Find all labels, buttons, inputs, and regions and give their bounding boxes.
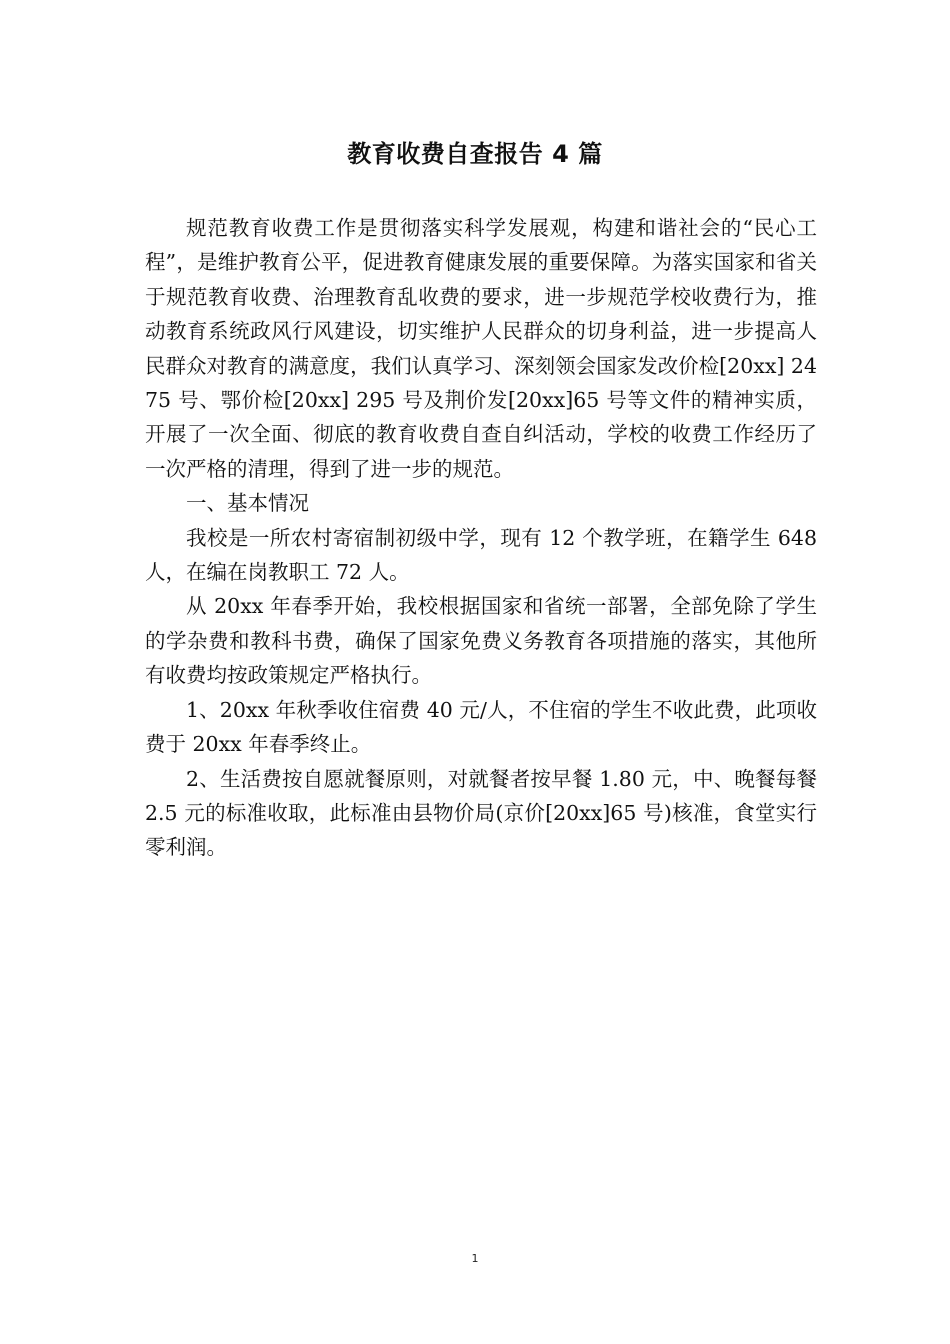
paragraph-school-overview: 我校是一所农村寄宿制初级中学，现有 12 个教学班，在籍学生 648 人，在编在岗教职工 72 人。 xyxy=(145,525,817,585)
document-body xyxy=(145,211,817,865)
page-number: 1 xyxy=(471,1252,479,1265)
section-heading-basic-situation: 一、基本情况 xyxy=(186,491,309,516)
paragraph-fee-exemption: 从 20xx 年春季开始，我校根据国家和省统一部署，全部免除了学生的学杂费和教科书费，确保了国家免费义务教育各项措施的落实，其他所有收费均按政策规定严格执行。 xyxy=(145,594,817,688)
paragraph-intro: 规范教育收费工作是贯彻落实科学发展观，构建和谐社会的“民心工程”，是维护教育公平，促进教育健康发展的重要保障。为落实国家和省关于规范教育收费、治理教育乱收费的要求，进一步规范学校收费行为，推动教育系统政风行风建设，切实维护人民群众的切身利益，进一步提高人民群众对教育的满意度，我们认真学习、深刻领会国家发改价检[20xx] 2475 号、鄂价检[20xx] 295 号及荆价发[20xx]65 号等文件的精神实质，开展了一次全面、彻底的教育收费自查自纠活动，学校的收费工作经历了一次严格的清理，得到了进一步的规范。 xyxy=(145,216,817,481)
document-title: 教育收费自查报告 4 篇 xyxy=(347,140,603,168)
paragraph-item-accommodation-fee: 1、20xx 年秋季收住宿费 40 元/人，不住宿的学生不收此费，此项收费于 20xx 年春季终止。 xyxy=(145,697,817,757)
paragraph-item-living-expenses: 2、生活费按自愿就餐原则，对就餐者按早餐 1.80 元，中、晚餐每餐 2.5 元的标准收取，此标准由县物价局(京价[20xx]65 号)核准，食堂实行零利润。 xyxy=(145,766,817,860)
